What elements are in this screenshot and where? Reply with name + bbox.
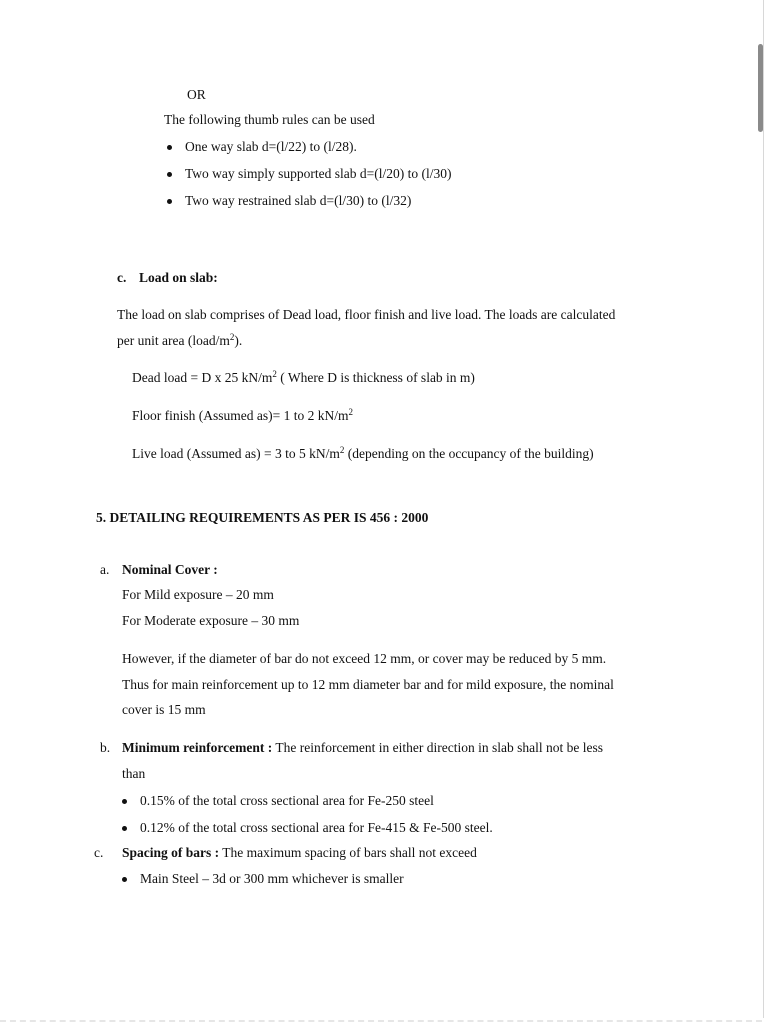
page-bottom-edge <box>0 1020 762 1022</box>
cover-paragraph-line: cover is 15 mm <box>122 702 206 717</box>
thumb-rule-item: One way slab d=(l/22) to (l/28). <box>185 139 357 154</box>
min-reinforcement-heading: Minimum reinforcement : <box>122 740 273 755</box>
dead-load-line: Dead load = D x 25 $kN/m^2$ ( Where D is thickness of slab in m) <box>132 369 475 385</box>
load-paragraph-line: The load on slab comprises of Dead load, floor finish and live load. The loads are calculated <box>117 307 616 322</box>
spacing-marker: c. <box>94 845 104 860</box>
nominal-cover-marker: a. <box>100 562 110 577</box>
spacing-text: The maximum spacing of bars shall not exceed <box>219 845 477 860</box>
thumb-rule-item: Two way restrained slab d=(l/30) to (l/32) <box>185 193 412 208</box>
spacing-item: Main Steel – 3d or 300 mm whichever is smaller <box>140 871 404 886</box>
moderate-exposure-line: For Moderate exposure – 30 mm <box>122 613 300 628</box>
thumb-rule-item: Two way simply supported slab d=(l/20) to (l/30) <box>185 166 452 181</box>
min-reinforcement-line <box>122 740 603 756</box>
mild-exposure-line: For Mild exposure – 20 mm <box>122 587 274 602</box>
load-section-marker: c. <box>117 270 127 285</box>
nominal-cover-heading: Nominal Cover : <box>122 562 218 577</box>
live-load-line: Live load (Assumed as) = 3 to 5 $kN/m^2$ (depending on the occupancy of the building) <box>132 445 594 461</box>
load-paragraph-line: per unit area $(load/m^2)$. <box>117 332 243 348</box>
min-reinforcement-marker: b. <box>100 740 111 755</box>
detailing-heading: 5. DETAILING REQUIREMENTS AS PER IS 456 : 2000 <box>96 510 429 525</box>
spacing-line <box>122 845 477 861</box>
min-reinforcement-item: 0.12% of the total cross sectional area for Fe-415 & Fe-500 steel. <box>140 820 493 835</box>
vertical-scrollbar[interactable] <box>758 44 763 132</box>
thumb-rules-intro: The following thumb rules can be used <box>164 112 375 127</box>
min-reinforcement-item: 0.15% of the total cross sectional area for Fe-250 steel <box>140 793 434 808</box>
cover-paragraph-line: Thus for main reinforcement up to 12 mm diameter bar and for mild exposure, the nominal <box>122 677 614 692</box>
floor-finish-line: Floor finish (Assumed as)= 1 to 2 $kN/m^2$ <box>132 407 353 423</box>
spacing-heading: Spacing of bars : <box>122 845 220 860</box>
cover-paragraph-line: However, if the diameter of bar do not exceed 12 mm, or cover may be reduced by 5 mm. <box>122 651 607 666</box>
load-section-heading: Load on slab: <box>139 270 218 285</box>
or-label: OR <box>187 87 206 102</box>
min-reinforcement-text: The reinforcement in either direction in slab shall not be less <box>272 740 603 755</box>
min-reinforcement-text-cont: than <box>122 766 146 781</box>
